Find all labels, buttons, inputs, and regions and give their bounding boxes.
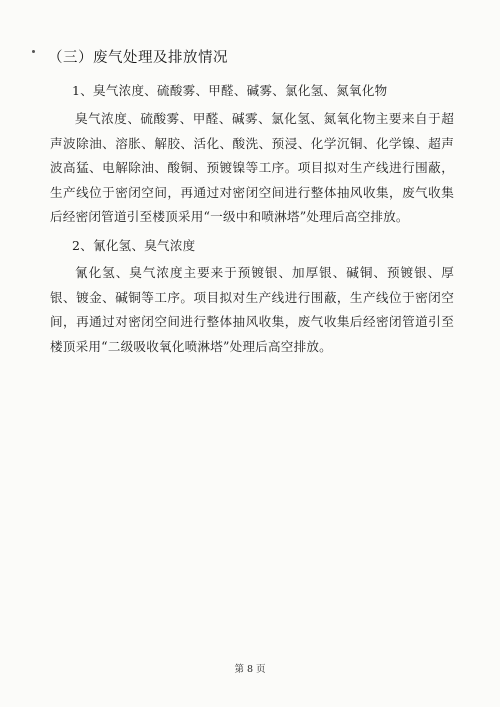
item-1-heading: 1、臭气浓度、硫酸雾、甲醛、碱雾、氯化氢、氮氧化物 [72, 83, 388, 98]
margin-dot [32, 50, 35, 53]
page-number: 第 8 页 [234, 664, 266, 675]
item-2-heading: 2、氰化氢、臭气浓度 [72, 238, 196, 253]
item-2-body: 氰化氢、臭气浓度主要来于预镀银、加厚银、碱铜、预镀银、厚银、镀金、碱铜等工序。项目拟对生产线进行围蔽，生产线位于密闭空间，再通过对密闭空间进行整体抽风收集，废气收集后经密闭管道引至楼顶采用“二级吸收氧化喷淋塔”处理后高空排放。 [50, 265, 454, 354]
section-title: （三）废气处理及排放情况 [48, 50, 228, 66]
item-1-body: 臭气浓度、硫酸雾、甲醛、碱雾、氯化氢、氮氧化物主要来自于超声波除油、溶胀、解胶、活化、酸洗、预浸、化学沉铜、化学镍、超声波高猛、电解除油、酸铜、预镀镍等工序。项目拟对生产线进行围蔽，生产线位于密闭空间，再通过对密闭空间进行整体抽风收集，废气收集后经密闭管道引至楼顶采用“一级中和喷淋塔”处理后高空排放。 [50, 111, 454, 224]
